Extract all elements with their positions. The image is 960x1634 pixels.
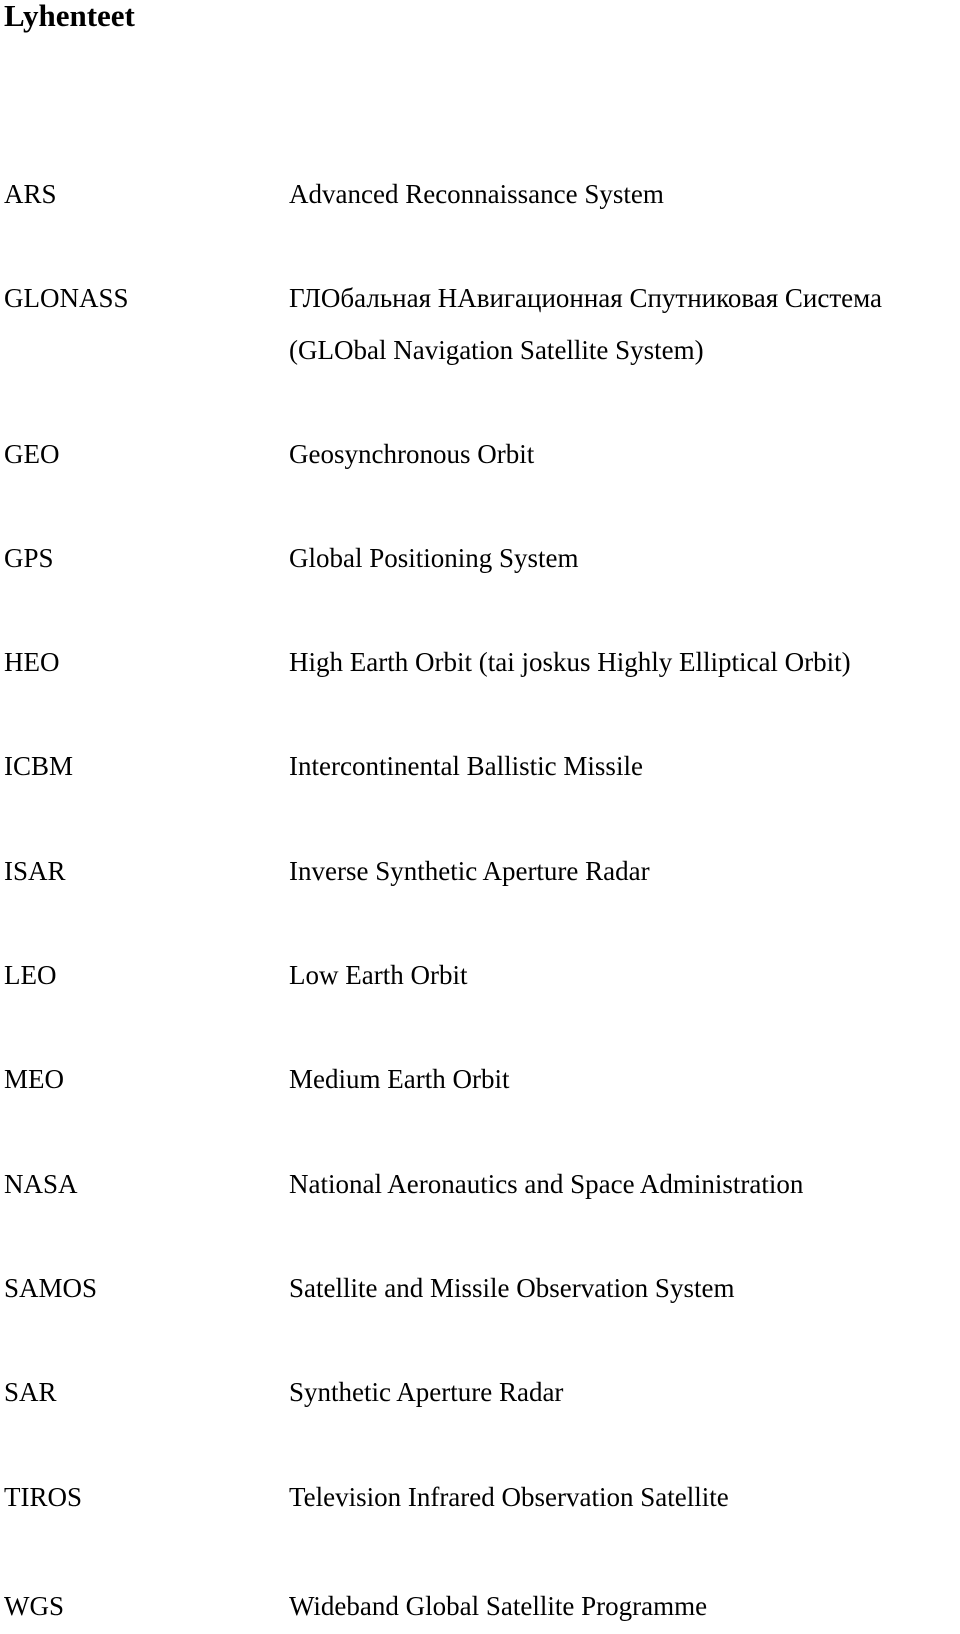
abbreviation: ISAR [4, 856, 66, 886]
definition [289, 740, 643, 792]
definition [289, 1366, 563, 1418]
abbreviation: HEO [4, 647, 60, 677]
abbreviation: GEO [4, 439, 60, 469]
definition-line: ГЛОбальная НАвигационная Спутниковая Система [289, 283, 882, 313]
definition-line: Inverse Synthetic Aperture Radar [289, 856, 650, 886]
definition-line: Advanced Reconnaissance System [289, 179, 664, 209]
abbreviation: LEO [4, 960, 57, 990]
abbreviation: TIROS [4, 1482, 83, 1512]
definition [289, 1262, 734, 1314]
definition [289, 1053, 509, 1105]
abbreviation: ARS [4, 179, 57, 209]
definition [289, 845, 650, 897]
definition [289, 949, 467, 1001]
abbreviation: WGS [4, 1591, 64, 1621]
definition-line: Wideband Global Satellite Programme [289, 1591, 708, 1621]
definition-line: Satellite and Missile Observation System [289, 1273, 735, 1303]
definition [289, 1471, 729, 1523]
definition [289, 636, 851, 688]
definition-line: Low Earth Orbit [289, 960, 468, 990]
definition [289, 1580, 707, 1632]
definition [289, 168, 664, 220]
page-title: Lyhenteet [4, 0, 135, 33]
abbreviation: MEO [4, 1064, 64, 1094]
abbreviation: SAR [4, 1377, 57, 1407]
definition-line: National Aeronautics and Space Administration [289, 1169, 804, 1199]
definition-line: High Earth Orbit (tai joskus Highly Elliptical Orbit) [289, 647, 851, 677]
definition-line: Medium Earth Orbit [289, 1064, 510, 1094]
definition-line: Synthetic Aperture Radar [289, 1377, 564, 1407]
abbreviation: SAMOS [4, 1273, 98, 1303]
definition [289, 272, 882, 376]
definition [289, 428, 534, 480]
definition-line: Global Positioning System [289, 543, 579, 573]
abbreviation: NASA [4, 1169, 78, 1199]
abbreviation: GLONASS [4, 283, 129, 313]
abbreviation: GPS [4, 543, 54, 573]
abbreviation: ICBM [4, 751, 74, 781]
definition-line: (GLObal Navigation Satellite System) [289, 335, 704, 365]
definition [289, 532, 579, 584]
definition-line: Geosynchronous Orbit [289, 439, 535, 469]
definition [289, 1158, 803, 1210]
definition-line: Television Infrared Observation Satellite [289, 1482, 729, 1512]
definition-line: Intercontinental Ballistic Missile [289, 751, 643, 781]
